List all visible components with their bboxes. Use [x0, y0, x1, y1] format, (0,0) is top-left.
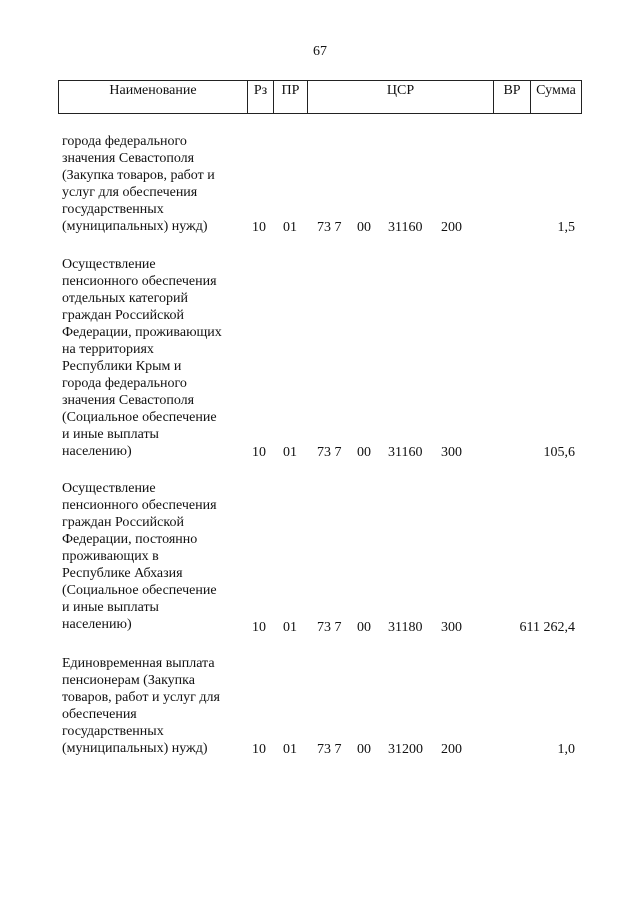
row-csr-subprogram: 00 [357, 742, 371, 757]
header-rz: Рз [248, 81, 274, 113]
row-csr-direction: 31160 [388, 445, 423, 460]
page-number: 67 [313, 44, 327, 59]
header-name: Наименование [59, 81, 248, 113]
row-csr-program: 73 7 [317, 220, 342, 235]
row-csr-subprogram: 00 [357, 220, 371, 235]
row-rz: 10 [252, 620, 266, 635]
row-sum: 105,6 [543, 445, 575, 460]
row-pr: 01 [283, 445, 297, 460]
row-csr-program: 73 7 [317, 445, 342, 460]
row-sum: 1,0 [557, 742, 575, 757]
header-vr: ВР [494, 81, 531, 113]
row-pr: 01 [283, 742, 297, 757]
table-header [58, 80, 582, 114]
row-csr-direction: 31180 [388, 620, 423, 635]
row-sum: 611 262,4 [519, 620, 575, 635]
header-csr: ЦСР [308, 81, 494, 113]
row-vr: 300 [441, 445, 462, 460]
row-csr-direction: 31160 [388, 220, 423, 235]
row-sum: 1,5 [557, 220, 575, 235]
row-csr-direction: 31200 [388, 742, 423, 757]
row-rz: 10 [252, 220, 266, 235]
row-vr: 200 [441, 220, 462, 235]
row-csr-subprogram: 00 [357, 445, 371, 460]
row-vr: 300 [441, 620, 462, 635]
row-name: Осуществление пенсионного обеспечения граждан Российской Федерации, постоянно проживающих в Республике Абхазия (Социальное обеспечение и иные выплаты населению) [62, 481, 217, 632]
row-rz: 10 [252, 742, 266, 757]
header-pr: ПР [274, 81, 308, 113]
row-name: Единовременная выплата пенсионерам (Закупка товаров, работ и услуг для обеспечения государственных (муниципальных) нужд) [62, 656, 220, 756]
row-name: Осуществление пенсионного обеспечения отдельных категорий граждан Российской Федерации, проживающих на территориях Республики Крым и города федерального значения Севастополя (Социальное обеспечение и иные выплаты населению) [62, 257, 222, 459]
row-csr-subprogram: 00 [357, 620, 371, 635]
row-csr-program: 73 7 [317, 742, 342, 757]
row-csr-program: 73 7 [317, 620, 342, 635]
row-name: города федерального значения Севастополя (Закупка товаров, работ и услуг для обеспечения государственных (муниципальных) нужд) [62, 134, 215, 234]
row-pr: 01 [283, 620, 297, 635]
row-vr: 200 [441, 742, 462, 757]
header-sum: Сумма [536, 83, 576, 98]
row-rz: 10 [252, 445, 266, 460]
row-pr: 01 [283, 220, 297, 235]
